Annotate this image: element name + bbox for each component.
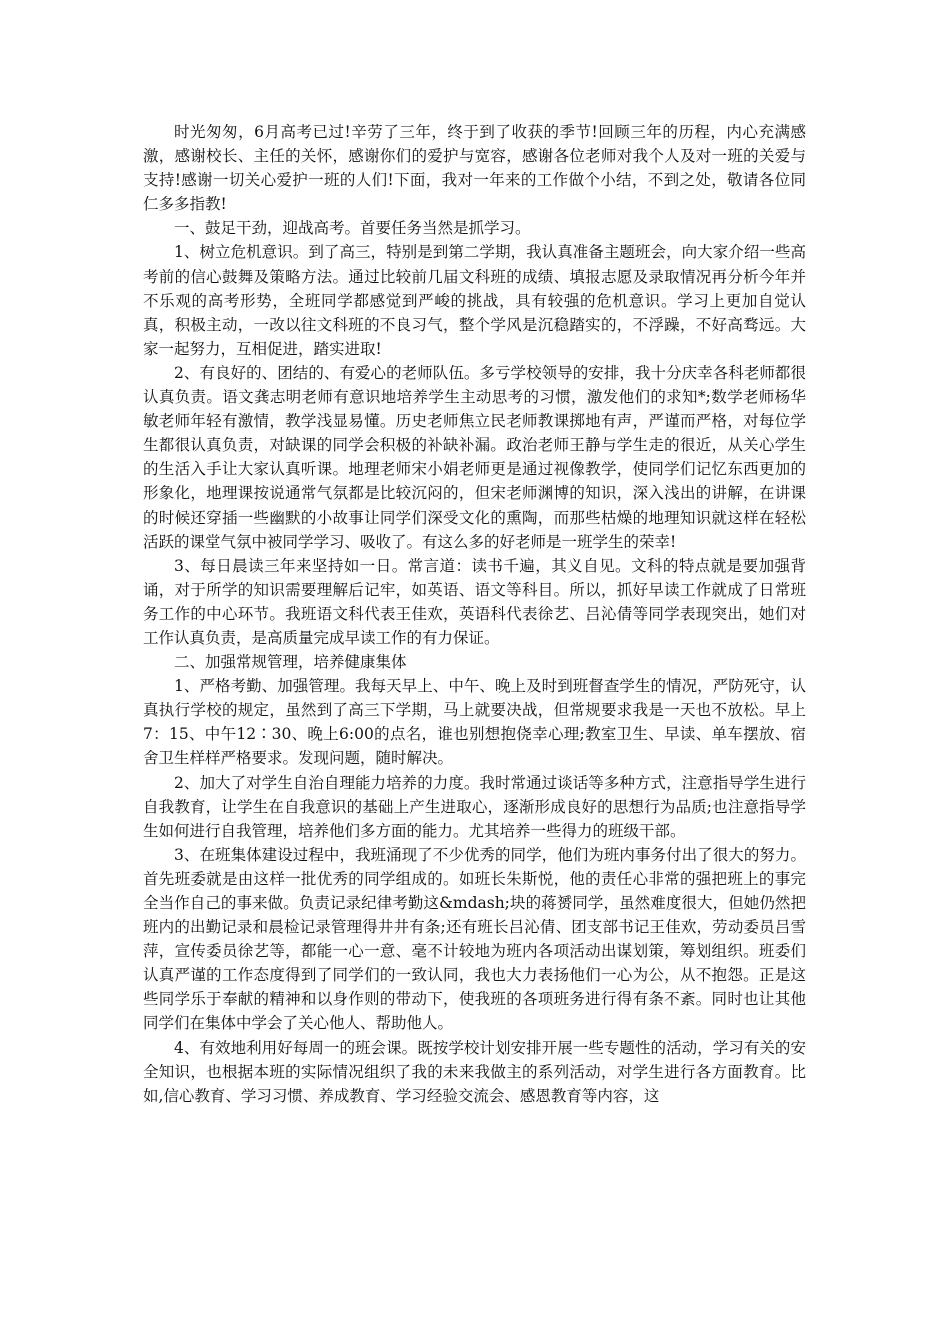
paragraph-1-2: 2、有良好的、团结的、有爱心的老师队伍。多亏学校领导的安排，我十分庆幸各科老师都很认真负责。语文龚志明老师有意识地培养学生主动思考的习惯，激发他们的求知*;数学老师杨华敏老师年轻有激情，教学浅显易懂。历史老师焦立民老师教课掷地有声，严谨而严格，对每位学生都很认真负责，对缺课的同学会积极的补缺补漏。政治老师王静与学生走的很近，从关心学生的生活入手让大家认真听课。地理老师宋小娟老师更是通过视像教学，使同学们记忆东西更加的形象化，地理课按说通常气氛都是比较沉闷的，但宋老师渊博的知识，深入浅出的讲解，在讲课的时候还穿插一些幽默的小故事让同学们深受文化的熏陶，而那些枯燥的地理知识就这样在轻松活跃的课堂气氛中被同学学习、吸收了。有这么多的好老师是一班学生的荣幸! <box>143 363 806 551</box>
paragraph-intro: 时光匆匆，6月高考已过!辛劳了三年，终于到了收获的季节!回顾三年的历程，内心充满感激，感谢校长、主任的关怀，感谢你们的爱护与宽容，感谢各位老师对我个人及对一班的关爱与支持!感谢一切关心爱护一班的人们!下面，我对一年来的工作做个小结，不到之处，敬请各位同仁多多指教! <box>143 123 806 214</box>
paragraph-2-3: 3、在班集体建设过程中，我班涌现了不少优秀的同学，他们为班内事务付出了很大的努力。首先班委就是由这样一批优秀的同学组成的。如班长朱斯悦，他的责任心非常的强把班上的事完全当作自己的事来做。负责记录纪律考勤这&mdash;块的蒋赟同学，虽然难度很大，但她仍然把班内的出勤记录和晨检记录管理得井井有条;还有班长吕沁倩、团支部书记王佳欢，劳动委员吕雪萍，宣传委员徐艺等，都能一心一意、毫不计较地为班内各项活动出谋划策，筹划组织。班委们认真严谨的工作态度得到了同学们的一致认同，我也大力表扬他们一心为公，从不抱怨。正是这些同学乐于奉献的精神和以身作则的带动下，使我班的各项班务进行得有条不紊。同时也让其他同学们在集体中学会了关心他人、帮助他人。 <box>143 845 806 1033</box>
paragraph-1-1: 1、树立危机意识。到了高三，特别是到第二学期，我认真准备主题班会，向大家介绍一些高考前的信心鼓舞及策略方法。通过比较前几届文科班的成绩、填报志愿及录取情况再分析今年并不乐观的高考形势，全班同学都感觉到严峻的挑战，具有较强的危机意识。学习上更加自觉认真，积极主动，一改以往文科班的不良习气，整个学风是沉稳踏实的，不浮躁，不好高骛远。大家一起努力，互相促进，踏实进取! <box>143 243 806 358</box>
section-heading-2: 二、加强常规管理，培养健康集体 <box>174 653 407 672</box>
section-heading-1: 一、鼓足干劲，迎战高考。首要任务当然是抓学习。 <box>174 219 531 238</box>
paragraph-2-2: 2、加大了对学生自治自理能力培养的力度。我时常通过谈话等多种方式，注意指导学生进行自我教育，让学生在自我意识的基础上产生进取心，逐渐形成良好的思想行为品质;也注意指导学生如何进行自我管理，培养他们多方面的能力。尤其培养一些得力的班级干部。 <box>143 773 806 840</box>
document-body <box>143 120 806 1108</box>
paragraph-2-4: 4、有效地利用好每周一的班会课。既按学校计划安排开展一些专题性的活动，学习有关的安全知识，也根据本班的实际情况组织了我的未来我做主的系列活动，对学生进行各方面教育。比如,信心教育、学习习惯、养成教育、学习经验交流会、感恩教育等内容，这 <box>143 1038 806 1105</box>
paragraph-1-3: 3、每日晨读三年来坚持如一日。常言道：读书千遍，其义自见。文科的特点就是要加强背诵，对于所学的知识需要理解后记牢，如英语、语文等科目。所以，抓好早读工作就成了日常班务工作的中心环节。我班语文科代表王佳欢，英语科代表徐艺、吕沁倩等同学表现突出，她们对工作认真负责，是高质量完成早读工作的有力保证。 <box>143 556 806 647</box>
paragraph-2-1: 1、严格考勤、加强管理。我每天早上、中午、晚上及时到班督查学生的情况，严防死守，认真执行学校的规定，虽然到了高三下学期，马上就要决战，但常规要求我是一天也不放松。早上7：15、中午12∶30、晚上6:00的点名，谁也别想抱侥幸心理;教室卫生、早读、单车摆放、宿舍卫生样样严格要求。发现问题，随时解决。 <box>143 677 806 768</box>
